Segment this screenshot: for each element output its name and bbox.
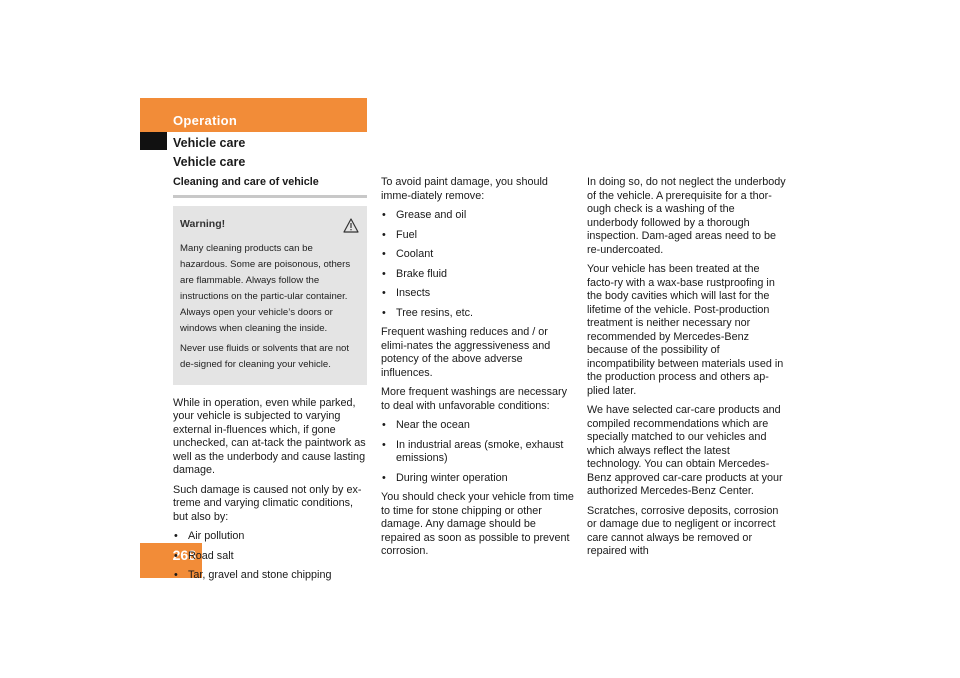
list-item: • Tree resins, etc. [381, 307, 576, 321]
body-paragraph: While in operation, even while parked, your vehicle is subjected to varying external in-fluences which, if gone unchecked, can at-tack the paintwork as well as the underbody and cause lasting damage. [173, 396, 366, 476]
list-item: • Tar, gravel and stone chipping [173, 569, 367, 583]
bullet-list [381, 419, 576, 485]
section-label: Operation [173, 113, 238, 128]
column-1 [173, 176, 367, 589]
body-paragraph: Frequent washing reduces and / or elimi-nates the aggressiveness and potency of the above adverse influences. [381, 326, 551, 379]
warning-paragraph: Many cleaning products can be hazardous. Some are poisonous, others are flammable. Always follow the instructions on the partic-ular container. Always open your vehicle’s doors or windows when cleaning the inside. [180, 242, 351, 334]
body-paragraph: To avoid paint damage, you should imme-diately remove: [381, 176, 548, 202]
list-item: • Brake fluid [381, 268, 576, 282]
body-paragraph: More frequent washings are necessary to deal with unfavorable conditions: [381, 386, 568, 412]
column-3 [587, 176, 787, 565]
list-item: • Near the ocean [381, 419, 576, 433]
list-item: • In industrial areas (smoke, exhaust emissions) [381, 439, 576, 466]
page-title: Vehicle care [173, 155, 246, 169]
body-paragraph: In doing so, do not neglect the underbody of the vehicle. A prerequisite for a thor-ough check is a washing of the underbody followed by a thorough inspection. Dam-aged areas need to be re-undercoated. [587, 176, 786, 256]
warning-title: Warning! [180, 218, 226, 231]
page-number: 268 [172, 547, 196, 563]
bullet-list [381, 209, 576, 320]
list-item: • Grease and oil [381, 209, 576, 223]
body-paragraph: Such damage is caused not only by ex-treme and varying climatic conditions, but also by: [173, 483, 362, 523]
list-item: • Coolant [381, 248, 576, 262]
body-paragraph: We have selected car-care products and compiled recommendations which are specially matched to our vehicles and which always reflect the latest technology. You can obtain Mercedes-Benz approved car-care products at your authorized Mercedes-Benz Center. [587, 404, 783, 497]
section-title: Cleaning and care of vehicle [173, 176, 367, 198]
column-2 [381, 176, 576, 565]
list-item: • Air pollution [173, 530, 367, 544]
warning-box [173, 206, 367, 385]
list-item: • Road salt [173, 550, 367, 564]
list-item: • Fuel [381, 229, 576, 243]
warning-paragraph: Never use fluids or solvents that are not de-signed for cleaning your vehicle. [180, 342, 350, 370]
list-item: • During winter operation [381, 472, 576, 486]
list-item: • Insects [381, 287, 576, 301]
section-marker [140, 132, 167, 150]
body-paragraph: You should check your vehicle from time to time for stone chipping or other damage. Any damage should be repaired as soon as possible to prevent corrosion. [381, 491, 574, 557]
subsection-heading: Vehicle care [173, 136, 246, 150]
section-tab [140, 98, 367, 132]
bullet-list [173, 530, 367, 583]
body-paragraph: Scratches, corrosive deposits, corrosion or damage due to negligent or incorrect care cannot always be removed or repaired with [587, 504, 779, 557]
warning-triangle-icon [343, 218, 359, 233]
body-paragraph: Your vehicle has been treated at the facto-ry with a wax-base rustproofing in the body cavities which will last for the lifetime of the vehicle. Post-production treatment is neither necessary nor recommended by Mercedes-Benz because of the possibility of incompatibility between materials used in the production process and others ap-plied later. [587, 263, 784, 397]
